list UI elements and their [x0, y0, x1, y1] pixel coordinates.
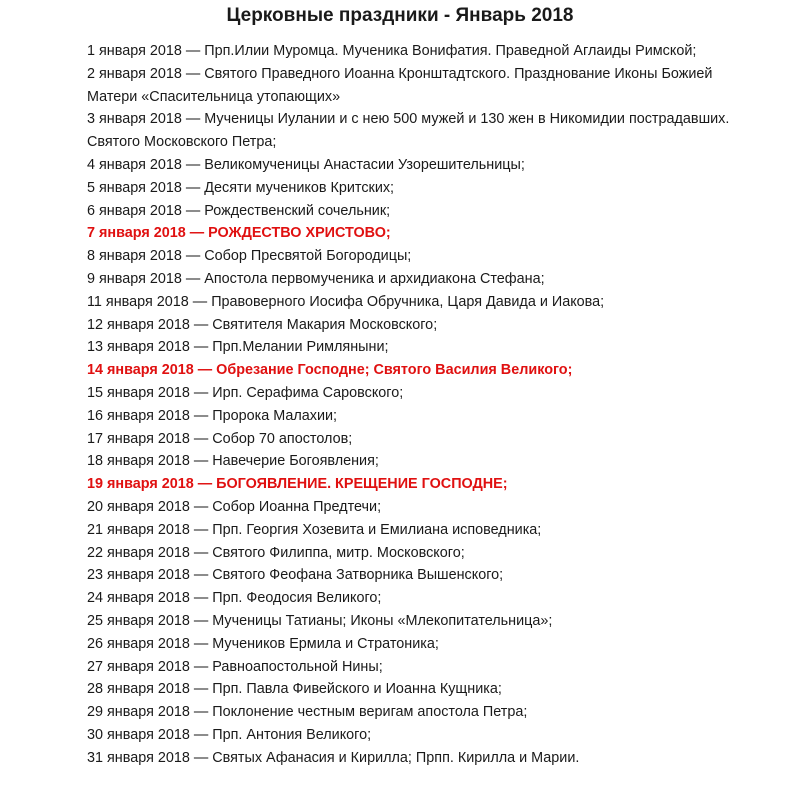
list-item: 31 января 2018 — Святых Афанасия и Кирилла; Прпп. Кирилла и Марии. [87, 749, 580, 766]
list-item: 28 января 2018 — Прп. Павла Фивейского и Иоанна Кущника; [87, 681, 502, 698]
list-item-holiday: 14 января 2018 — Обрезание Господне; Святого Василия Великого; [87, 362, 573, 379]
list-item: 6 января 2018 — Рождественский сочельник; [87, 202, 391, 219]
list-item: 23 января 2018 — Святого Феофана Затворника Вышенского; [87, 567, 504, 584]
list-item-holiday: 19 января 2018 — БОГОЯВЛЕНИЕ. КРЕЩЕНИЕ ГОСПОДНЕ; [87, 476, 508, 493]
list-item: 5 января 2018 — Десяти мучеников Критских; [87, 179, 395, 196]
list-item: 3 января 2018 — Мученицы Иулании и с нею 500 мужей и 130 жен в Никомидии пострадавших. Святого Московского Петра; [87, 111, 730, 151]
list-item-holiday: 7 января 2018 — РОЖДЕСТВО ХРИСТОВО; [87, 225, 391, 242]
list-item: 24 января 2018 — Прп. Феодосия Великого; [87, 590, 382, 607]
list-item: 8 января 2018 — Собор Пресвятой Богородицы; [87, 248, 412, 265]
list-item: 17 января 2018 — Собор 70 апостолов; [87, 430, 353, 447]
list-item: 1 января 2018 — Прп.Илии Муромца. Мученика Вонифатия. Праведной Аглаиды Римской; [87, 43, 697, 59]
list-item: 30 января 2018 — Прп. Антония Великого; [87, 726, 372, 743]
page-title: Церковные праздники - Январь 2018 [226, 5, 574, 26]
list-item: 12 января 2018 — Святителя Макария Московского; [87, 316, 438, 333]
list-item: 27 января 2018 — Равноапостольной Нины; [87, 658, 383, 675]
list-item: 13 января 2018 — Прп.Мелании Римляныни; [87, 339, 389, 356]
holiday-list [87, 40, 747, 770]
list-item: 16 января 2018 — Пророка Малахии; [87, 407, 338, 424]
list-item: 22 января 2018 — Святого Филиппа, митр. Московского; [87, 544, 465, 561]
list-item: 15 января 2018 — Ирп. Серафима Саровского; [87, 384, 404, 401]
list-item: 18 января 2018 — Навечерие Богоявления; [87, 453, 379, 470]
list-item: 29 января 2018 — Поклонение честным веригам апостола Петра; [87, 704, 528, 721]
list-item: 9 января 2018 — Апостола первомученика и архидиакона Стефана; [87, 270, 545, 287]
list-item: 26 января 2018 — Мучеников Ермила и Стратоника; [87, 635, 439, 652]
list-item: 21 января 2018 — Прп. Георгия Хозевита и Емилиана исповедника; [87, 521, 542, 538]
list-item: 2 января 2018 — Святого Праведного Иоанна Кронштадтского. Празднование Иконы Божией Матери «Спасительница утопающих» [87, 65, 713, 105]
list-item: 11 января 2018 — Правоверного Иосифа Обручника, Царя Давида и Иакова; [87, 293, 605, 310]
list-item: 20 января 2018 — Собор Иоанна Предтечи; [87, 498, 382, 515]
list-item: 4 января 2018 — Великомученицы Анастасии Узорешительницы; [87, 156, 525, 173]
list-item: 25 января 2018 — Мученицы Татианы; Иконы «Млекопитательница»; [87, 612, 553, 629]
